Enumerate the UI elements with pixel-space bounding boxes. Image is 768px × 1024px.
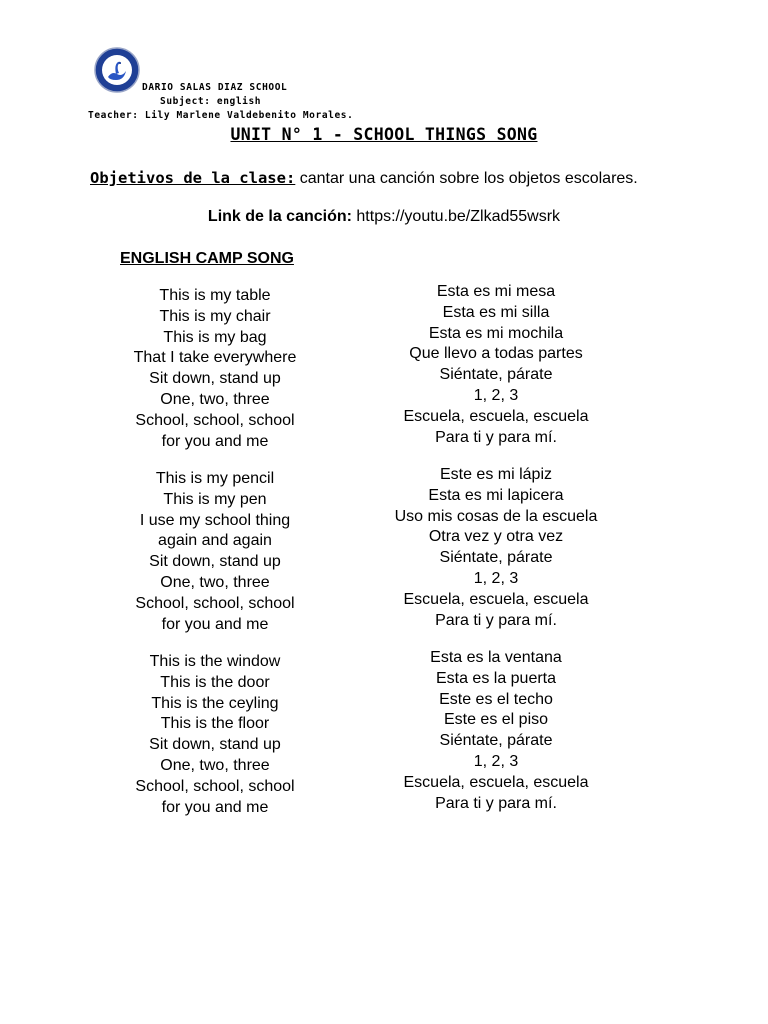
lyric-line: for you and me [161,615,269,633]
subject-line: Subject: english [160,96,262,107]
lyric-line: Esta es mi mesa [436,283,556,300]
objectives-line [90,169,638,188]
lyric-line: This is my pencil [155,470,275,487]
spanish-stanza-2 [366,465,626,631]
english-stanza-1 [85,286,345,452]
lyric-line: again and again [158,532,272,550]
song-link-line [0,208,768,226]
lyric-line: This is my pen [163,490,267,508]
lyric-line: Esta es la ventana [430,649,562,666]
english-stanza-2 [85,469,345,635]
lyric-line: Este es mi lápiz [439,466,553,483]
lyric-line: This is the floor [160,715,270,733]
lyric-line: This is my table [159,287,271,304]
lyric-line: Sit down, stand up [149,736,281,754]
page-title: UNIT N° 1 - SCHOOL THINGS SONG [230,125,538,144]
lyric-line: This is my bag [163,328,267,346]
lyric-line: This is my chair [159,307,271,325]
lyric-line: Este es el piso [443,711,549,729]
lyric-line: Siéntate, párate [439,549,553,567]
lyric-line: This is the door [160,673,270,691]
song-link-label: Link de la canción: [207,208,352,225]
lyric-line: That I take everywhere [133,349,297,367]
lyric-line: for you and me [161,798,269,816]
lyric-line: Para ti y para mí. [435,611,557,629]
lyric-line: I use my school thing [139,511,291,529]
lyric-line: This is the ceyling [151,694,279,712]
lyric-line: This is the window [149,653,281,670]
lyric-line: Siéntate, párate [439,366,553,384]
lyric-line: Esta es mi mochila [428,324,564,342]
spanish-stanza-3 [366,648,626,814]
lyric-line: School, school, school [135,411,295,429]
objectives-label: Objetivos de la clase: [90,169,296,187]
lyric-line: 1, 2, 3 [473,386,519,404]
lyric-line: Escuela, escuela, escuela [403,590,589,608]
lyric-line: One, two, three [160,756,270,774]
lyric-line: Para ti y para mí. [435,428,557,446]
lyric-line: Otra vez y otra vez [428,528,564,546]
lyric-line: Esta es la puerta [435,669,557,687]
lyric-line: 1, 2, 3 [473,569,519,587]
lyric-line: Siéntate, párate [439,732,553,750]
lyric-line: One, two, three [160,573,270,591]
objectives-text: cantar una canción sobre los objetos escolares. [295,170,638,187]
lyric-line: Esta es mi lapicera [428,486,564,504]
school-name: DARIO SALAS DIAZ SCHOOL [142,82,288,93]
lyric-line: Para ti y para mí. [435,794,557,812]
lyric-line: Este es el techo [439,690,553,708]
lyric-line: Sit down, stand up [149,553,281,571]
teacher-line: Teacher: Lily Marlene Valdebenito Morales. [88,110,354,121]
lyric-line: Escuela, escuela, escuela [403,407,589,425]
lyric-line: Que llevo a todas partes [409,345,583,363]
song-link-url[interactable]: https://youtu.be/Zlkad55wsrk [351,208,561,225]
lyric-line: One, two, three [160,390,270,408]
lyric-line: Uso mis cosas de la escuela [394,507,598,525]
spanish-stanza-1 [366,282,626,448]
lyric-line: Escuela, escuela, escuela [403,773,589,791]
lyric-line: for you and me [161,432,269,450]
lyric-line: 1, 2, 3 [473,752,519,770]
lyric-line: Esta es mi silla [442,303,550,321]
lyric-line: Sit down, stand up [149,370,281,388]
english-stanza-3 [85,652,345,818]
song-title: ENGLISH CAMP SONG [120,250,294,267]
lyric-line: School, school, school [135,777,295,795]
lyric-line: School, school, school [135,594,295,612]
swan-crest-logo-icon [94,47,140,93]
